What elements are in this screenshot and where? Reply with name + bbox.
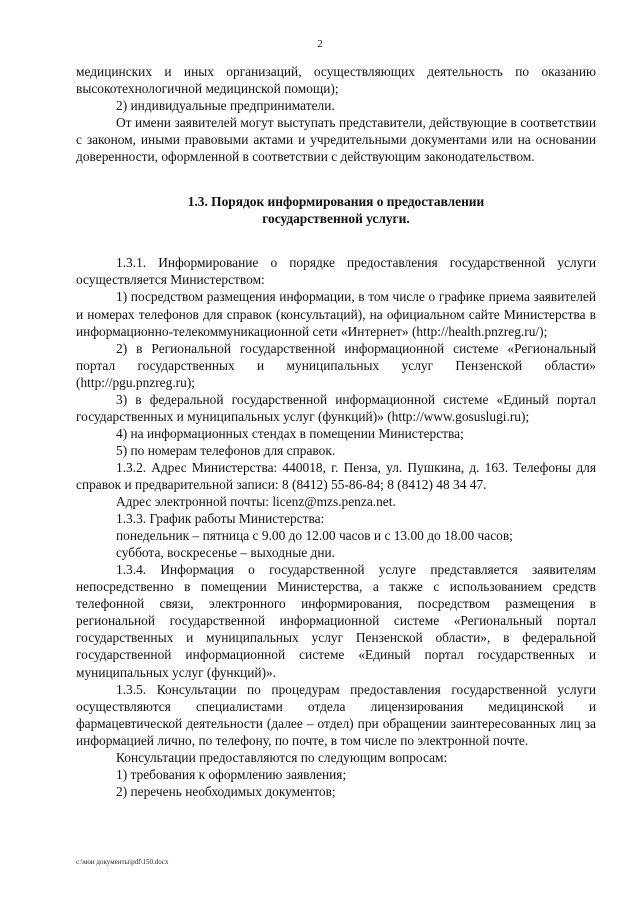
- paragraph-1-3-3-schedule: 1.3.3. График работы Министерства:: [116, 511, 325, 527]
- list-item-phones: 5) по номерам телефонов для справок.: [116, 442, 336, 458]
- schedule-weekend: суббота, воскресенье – выходные дни.: [116, 545, 335, 561]
- list-item-federal-portal: 3) в федеральной государственной информационной системе «Единый портал государственных и муниципальных услуг (функций)» (http://www.gosuslugi.ru);: [76, 391, 596, 424]
- paragraph-list-item: 2) индивидуальные предприниматели.: [116, 98, 335, 114]
- paragraph-continuation: медицинских и иных организаций, осуществляющих деятельность по оказанию высокотехнологичной медицинской помощи);: [76, 64, 596, 97]
- paragraph-1-3-4: 1.3.4. Информация о государственной услуге представляется заявителям непосредственно в помещении Министерства, а также с использованием средств телефонной связи, электронного информирования, посредством размещения в региональной государственной информационной системе «Региональный портал государственных и муниципальных услуг Пензенской области», в федеральной государственной информационной системе «Единый портал государственных и муниципальных услуг (функций)».: [76, 562, 596, 680]
- paragraph-1-3-1: 1.3.1. Информирование о порядке предоставления государственной услуги осуществляется Министерством:: [76, 255, 596, 288]
- list-item-official-site: 1) посредством размещения информации, в том числе о графике приема заявителей и номерах телефонов для справок (консультаций), на официальном сайте Министерства в информационно-телекоммуникационной сети «Интернет» (http://health.pnzreg.ru/);: [76, 289, 596, 339]
- page-number: 2: [317, 38, 323, 50]
- document-body: [76, 63, 596, 800]
- footer-file-path: c:\мои документы\pdf\150.docx: [76, 858, 169, 866]
- section-heading-line-2: государственной услуги.: [262, 211, 410, 227]
- list-item-application-requirements: 1) требования к оформлению заявления;: [116, 766, 347, 782]
- schedule-weekdays: понедельник – пятница с 9.00 до 12.00 часов и с 13.00 до 18.00 часов;: [116, 528, 513, 544]
- paragraph-representatives: От имени заявителей могут выступать представители, действующие в соответствии с законом, иными правовыми актами и учредительными документами или на основании доверенности, оформленной в соответствии с действующим законодательством.: [76, 115, 596, 165]
- paragraph-email: Адрес электронной почты: licenz@mzs.penza.net.: [116, 494, 396, 510]
- list-item-required-documents: 2) перечень необходимых документов;: [116, 783, 336, 799]
- paragraph-1-3-2-address: 1.3.2. Адрес Министерства: 440018, г. Пенза, ул. Пушкина, д. 163. Телефоны для справок и предварительной записи: 8 (8412) 55-86-84; 8 (8412) 48 34 47.: [76, 459, 596, 492]
- list-item-info-stands: 4) на информационных стендах в помещении Министерства;: [116, 425, 464, 441]
- section-heading-line-1: 1.3. Порядок информирования о предоставлении: [187, 194, 485, 210]
- paragraph-consultation-topics: Консультации предоставляются по следующим вопросам:: [116, 749, 448, 765]
- list-item-regional-portal: 2) в Региональной государственной информационной системе «Региональный портал государственных и муниципальных услуг Пензенской области» (http://pgu.pnzreg.ru);: [76, 340, 596, 390]
- paragraph-1-3-5: 1.3.5. Консультации по процедурам предоставления государственной услуги осуществляются специалистами отдела лицензирования медицинской и фармацевтической деятельности (далее – отдел) при обращении заинтересованных лиц за информацией лично, по телефону, по почте, в том числе по электронной почте.: [76, 681, 596, 748]
